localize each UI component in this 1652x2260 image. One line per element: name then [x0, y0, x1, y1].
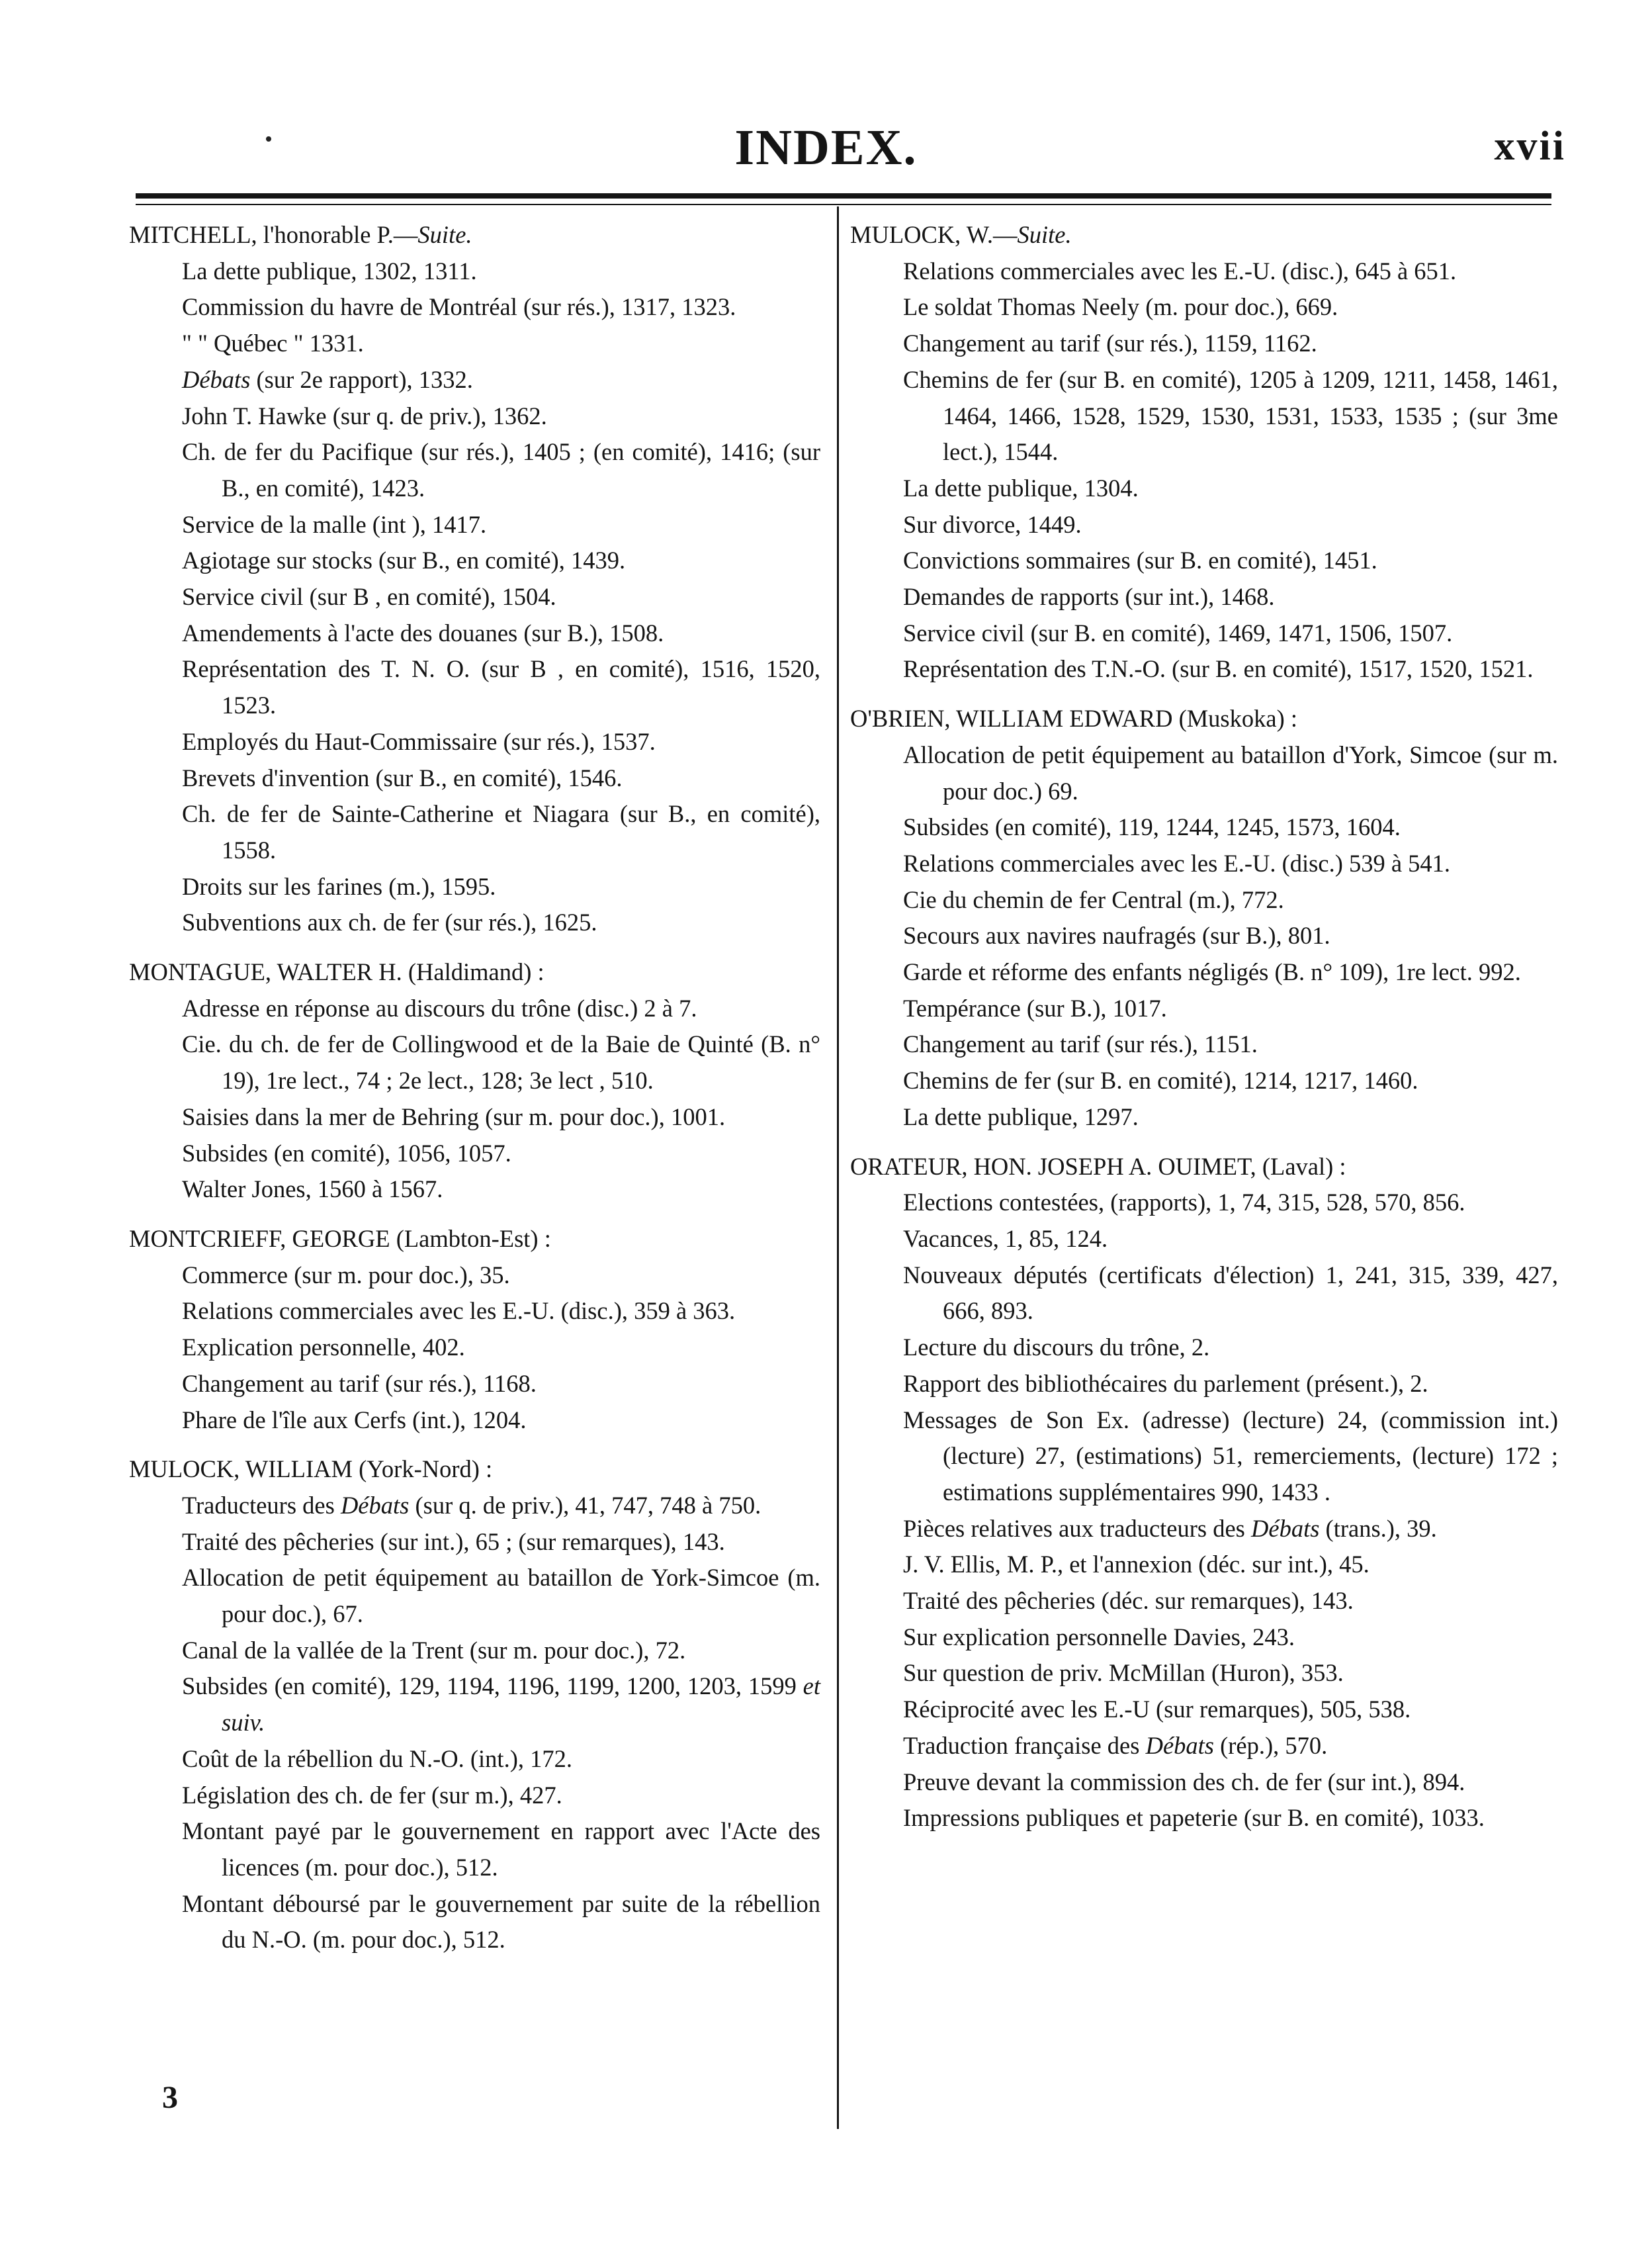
entry-subitem: Messages de Son Ex. (adresse) (lecture) 24, (commission int.) (lecture) 27, (estimations) 51, remerciements, (lecture) 172 ; estimations supplémentaires 990, 1433 . [903, 1406, 1558, 1506]
entry-heading-rest: (Laval) : [1256, 1152, 1346, 1180]
index-entry [129, 954, 820, 1208]
entry-subitem: Adresse en réponse au discours du trône (disc.) 2 à 7. [182, 994, 697, 1022]
entry-subitem: Montant payé par le gouvernement en rapport avec l'Acte des licences (m. pour doc.), 512. [182, 1817, 820, 1881]
entry-heading [850, 701, 1558, 737]
entry-name: MULOCK, WILLIAM [129, 1455, 353, 1483]
entry-subitem: Législation des ch. de fer (sur m.), 427. [182, 1781, 562, 1809]
entry-subitem: Sur explication personnelle Davies, 243. [903, 1623, 1295, 1650]
entry-subitem: Chemins de fer (sur B. en comité), 1214, 1217, 1460. [903, 1067, 1418, 1095]
entry-subitem: Amendements à l'acte des douanes (sur B.), 1508. [182, 619, 664, 647]
entry-subitem: Service civil (sur B , en comité), 1504. [182, 583, 556, 611]
header-rule-thin [136, 204, 1551, 205]
entry-heading-rest: (Lambton-Est) : [390, 1224, 551, 1252]
entry-subitem: Service de la malle (int ), 1417. [182, 510, 487, 538]
entry-subitem: Explication personnelle, 402. [182, 1333, 465, 1361]
entry-subitem: Ch. de fer du Pacifique (sur rés.), 1405 ; (en comité), 1416; (sur B., en comité), 1423. [182, 438, 820, 502]
entry-subitem: Montant déboursé par le gouvernement par suite de la rébellion du N.-O. (m. pour doc.), 512. [182, 1889, 820, 1954]
entry-heading-rest: (Muskoka) : [1172, 705, 1298, 733]
entry-subitem: Agiotage sur stocks (sur B., en comité), 1439. [182, 547, 626, 574]
entry-name: O'BRIEN, WILLIAM EDWARD [850, 705, 1173, 733]
entry-subitem: Preuve devant la commission des ch. de fer (sur int.), 894. [903, 1768, 1465, 1795]
entry-subitem: Phare de l'île aux Cerfs (int.), 1204. [182, 1406, 527, 1433]
index-entry [129, 1221, 820, 1438]
entry-subitem: Le soldat Thomas Neely (m. pour doc.), 669. [903, 293, 1338, 321]
entry-subitem: Changement au tarif (sur rés.), 1168. [182, 1369, 537, 1397]
entry-heading-rest: , l'honorable P.— [251, 221, 418, 248]
entry-heading [129, 217, 820, 253]
entry-subitem: Traité des pêcheries (sur int.), 65 ; (sur remarques), 143. [182, 1527, 725, 1555]
entry-subitem: Service civil (sur B. en comité), 1469, 1471, 1506, 1507. [903, 619, 1453, 647]
entry-subitem: Subsides (en comité), 1056, 1057. [182, 1139, 511, 1167]
entry-subitem: Représentation des T.N.-O. (sur B. en comité), 1517, 1520, 1521. [903, 655, 1534, 683]
index-entry [850, 1149, 1558, 1836]
entry-subitem: Cie du chemin de fer Central (m.), 772. [903, 885, 1284, 913]
entry-subitem: Droits sur les farines (m.), 1595. [182, 872, 496, 900]
entry-subitem: J. V. Ellis, M. P., et l'annexion (déc. sur int.), 45. [903, 1551, 1369, 1578]
entry-heading-rest: — [993, 221, 1018, 248]
entry-subitem: Subsides (en comité), 129, 1194, 1196, 1199, 1200, 1203, 1599 et suiv. [182, 1672, 820, 1737]
entry-heading-suffix: Suite. [417, 221, 472, 248]
entry-subitem: Traduction française des Débats (rép.), 570. [903, 1731, 1328, 1759]
entry-subitem: Changement au tarif (sur rés.), 1151. [903, 1030, 1258, 1058]
entry-subitem: Pièces relatives aux traducteurs des Débats (trans.), 39. [903, 1514, 1437, 1542]
entry-heading-rest: (York-Nord) : [352, 1455, 493, 1483]
entry-subitem: Employés du Haut-Commissaire (sur rés.), 1537. [182, 727, 656, 755]
entry-name: MONTCRIEFF, GEORGE [129, 1224, 390, 1252]
entry-subitem: Traité des pêcheries (déc. sur remarques), 143. [903, 1587, 1354, 1615]
entry-subitem: Représentation des T. N. O. (sur B , en comité), 1516, 1520, 1523. [182, 655, 820, 719]
index-entry [850, 217, 1558, 688]
entry-subitem: Rapport des bibliothécaires du parlement (présent.), 2. [903, 1369, 1428, 1397]
entry-subitem: Relations commerciales avec les E.-U. (disc.), 359 à 363. [182, 1297, 736, 1325]
entry-subitem: Vacances, 1, 85, 124. [903, 1224, 1108, 1252]
entry-subitem: Garde et réforme des enfants négligés (B. n° 109), 1re lect. 992. [903, 958, 1521, 986]
entry-name: MITCHELL [129, 221, 251, 248]
entry-heading [850, 217, 1558, 253]
header-rule-thick [136, 193, 1551, 199]
entry-heading-rest: (Haldimand) : [402, 958, 544, 986]
signature-mark: 3 [162, 2080, 178, 2115]
index-entry [129, 217, 820, 941]
column-divider [837, 206, 839, 2129]
entry-subitem: Lecture du discours du trône, 2. [903, 1333, 1210, 1361]
entry-heading [129, 1221, 820, 1257]
entry-subitem: Coût de la rébellion du N.-O. (int.), 172. [182, 1744, 572, 1772]
index-entry [850, 701, 1558, 1135]
entry-heading [129, 954, 820, 991]
entry-subitem: Chemins de fer (sur B. en comité), 1205 à 1209, 1211, 1458, 1461, 1464, 1466, 1528, 1529, 1530, 1531, 1533, 1535 ; (sur 3me lect.), 1544. [903, 365, 1558, 466]
entry-name: ORATEUR, HON. JOSEPH A. OUIMET, [850, 1152, 1256, 1180]
entry-subitem: Relations commerciales avec les E.-U. (disc.), 645 à 651. [903, 257, 1457, 285]
entry-subitem: Allocation de petit équipement au bataillon d'York, Simcoe (sur m. pour doc.) 69. [903, 741, 1558, 805]
entry-subitem: Relations commerciales avec les E.-U. (disc.) 539 à 541. [903, 849, 1451, 877]
entry-subitem: Subventions aux ch. de fer (sur rés.), 1625. [182, 909, 597, 936]
left-column [129, 217, 820, 1958]
entry-subitem: Walter Jones, 1560 à 1567. [182, 1175, 443, 1203]
entry-subitem: Saisies dans la mer de Behring (sur m. pour doc.), 1001. [182, 1103, 726, 1130]
entry-subitem: " " Québec " 1331. [182, 330, 364, 357]
index-entry [129, 1451, 820, 1958]
entry-subitem: Ch. de fer de Sainte-Catherine et Niagara (sur B., en comité), 1558. [182, 800, 820, 864]
entry-subitem: Tempérance (sur B.), 1017. [903, 994, 1167, 1022]
entry-subitem: Commission du havre de Montréal (sur rés.), 1317, 1323. [182, 293, 736, 321]
entry-subitem: La dette publique, 1302, 1311. [182, 257, 477, 285]
entry-name: MULOCK, W. [850, 221, 993, 248]
page-number: xvii [1494, 124, 1566, 169]
entry-subitem: Nouveaux députés (certificats d'élection) 1, 241, 315, 339, 427, 666, 893. [903, 1261, 1558, 1325]
entry-subitem: Subsides (en comité), 119, 1244, 1245, 1573, 1604. [903, 813, 1401, 841]
entry-subitem: La dette publique, 1297. [903, 1103, 1139, 1130]
entry-subitem: Changement au tarif (sur rés.), 1159, 1162. [903, 330, 1317, 357]
entry-subitem: Commerce (sur m. pour doc.), 35. [182, 1261, 510, 1288]
entry-subitem: Convictions sommaires (sur B. en comité), 1451. [903, 547, 1377, 574]
right-column [850, 217, 1558, 1836]
entry-heading [129, 1451, 820, 1488]
entry-subitem: La dette publique, 1304. [903, 474, 1139, 502]
entry-subitem: Canal de la vallée de la Trent (sur m. pour doc.), 72. [182, 1636, 686, 1664]
entry-subitem: Réciprocité avec les E.-U (sur remarques), 505, 538. [903, 1695, 1411, 1723]
entry-heading-suffix: Suite. [1017, 221, 1072, 248]
entry-subitem: John T. Hawke (sur q. de priv.), 1362. [182, 402, 547, 429]
entry-subitem: Elections contestées, (rapports), 1, 74, 315, 528, 570, 856. [903, 1189, 1465, 1216]
entry-subitem: Cie. du ch. de fer de Collingwood et de la Baie de Quinté (B. n° 19), 1re lect., 74 ; 2e lect., 128; 3e lect , 510. [182, 1030, 820, 1095]
entry-name: MONTAGUE, WALTER H. [129, 958, 402, 986]
entry-subitem: Impressions publiques et papeterie (sur B. en comité), 1033. [903, 1804, 1485, 1832]
entry-subitem: Secours aux navires naufragés (sur B.), 801. [903, 922, 1330, 950]
page-title: INDEX. [734, 120, 918, 175]
entry-subitem: Sur divorce, 1449. [903, 510, 1082, 538]
entry-subitem: Brevets d'invention (sur B., en comité), 1546. [182, 764, 623, 791]
entry-subitem: Sur question de priv. McMillan (Huron), 353. [903, 1659, 1344, 1687]
entry-subitem: Demandes de rapports (sur int.), 1468. [903, 583, 1275, 611]
entry-subitem: Débats (sur 2e rapport), 1332. [182, 365, 473, 393]
entry-heading [850, 1149, 1558, 1185]
entry-subitem: Traducteurs des Débats (sur q. de priv.), 41, 747, 748 à 750. [182, 1491, 761, 1519]
entry-subitem: Allocation de petit équipement au bataillon de York-Simcoe (m. pour doc.), 67. [182, 1564, 820, 1628]
